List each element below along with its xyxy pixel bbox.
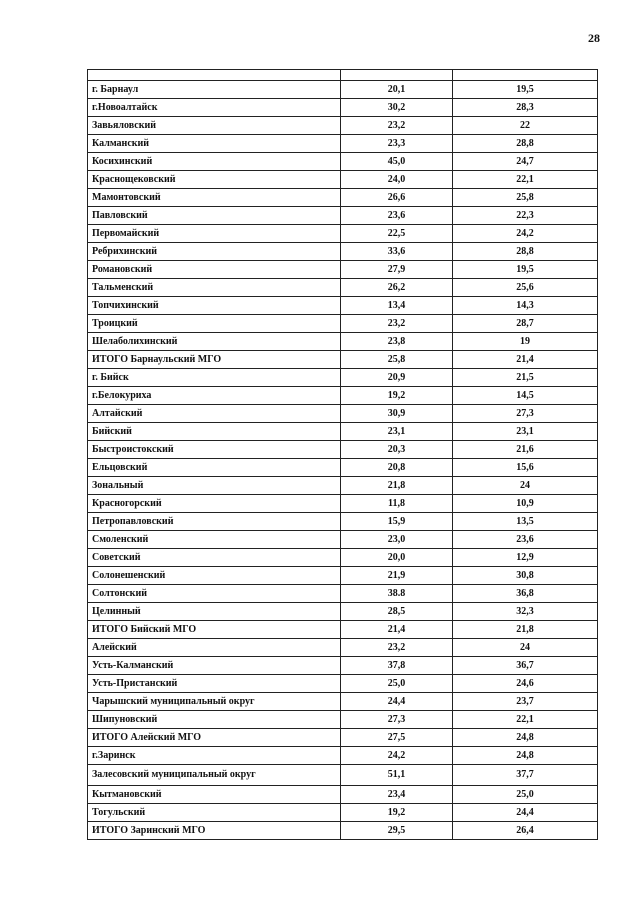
value-1-cell: 23,0 (341, 531, 453, 549)
table-row (88, 117, 598, 135)
value-2-cell: 25,8 (453, 189, 598, 207)
value-1-cell: 28,5 (341, 603, 453, 621)
value-2-cell: 24,7 (453, 153, 598, 171)
value-2-cell: 15,6 (453, 459, 598, 477)
table-row (88, 153, 598, 171)
district-name-cell: Калманский (88, 135, 341, 153)
value-2-cell: 22,1 (453, 711, 598, 729)
value-1-cell: 26,6 (341, 189, 453, 207)
table-row (88, 567, 598, 585)
district-name-cell: Усть-Пристанский (88, 675, 341, 693)
value-1-cell: 24,0 (341, 171, 453, 189)
district-name-cell: Залесовский муниципальный округ (88, 765, 341, 786)
district-name-cell: Первомайский (88, 225, 341, 243)
value-2-cell: 25,0 (453, 786, 598, 804)
table-row (88, 171, 598, 189)
district-name-cell: Тогульский (88, 804, 341, 822)
table-row (88, 297, 598, 315)
table-row (88, 243, 598, 261)
district-name-cell: Петропавловский (88, 513, 341, 531)
district-name-cell: г.Белокуриха (88, 387, 341, 405)
table-row (88, 711, 598, 729)
value-1-cell: 21,4 (341, 621, 453, 639)
table-row (88, 135, 598, 153)
table-row (88, 99, 598, 117)
value-2-cell: 24,8 (453, 729, 598, 747)
header-cell-value-2 (453, 70, 598, 81)
table-row (88, 207, 598, 225)
value-2-cell: 37,7 (453, 765, 598, 786)
value-1-cell: 33,6 (341, 243, 453, 261)
value-2-cell: 36,8 (453, 585, 598, 603)
value-2-cell: 22,3 (453, 207, 598, 225)
value-1-cell: 45,0 (341, 153, 453, 171)
district-name-cell: Ельцовский (88, 459, 341, 477)
value-1-cell: 25,0 (341, 675, 453, 693)
district-name-cell: Мамонтовский (88, 189, 341, 207)
value-1-cell: 26,2 (341, 279, 453, 297)
value-1-cell: 20,1 (341, 81, 453, 99)
district-name-cell: Солтонский (88, 585, 341, 603)
district-name-cell: Ребрихинский (88, 243, 341, 261)
table-row (88, 495, 598, 513)
district-name-cell: Советский (88, 549, 341, 567)
value-2-cell: 21,8 (453, 621, 598, 639)
district-name-cell: ИТОГО Бийский МГО (88, 621, 341, 639)
value-2-cell: 19 (453, 333, 598, 351)
district-name-cell: Усть-Калманский (88, 657, 341, 675)
table-row (88, 333, 598, 351)
district-name-cell: Павловский (88, 207, 341, 225)
value-2-cell: 19,5 (453, 261, 598, 279)
table-row (88, 387, 598, 405)
table-row (88, 747, 598, 765)
value-1-cell: 23,2 (341, 315, 453, 333)
table-row (88, 804, 598, 822)
value-1-cell: 13,4 (341, 297, 453, 315)
value-1-cell: 23,4 (341, 786, 453, 804)
district-name-cell: Быстроистокский (88, 441, 341, 459)
value-1-cell: 23,1 (341, 423, 453, 441)
value-1-cell: 29,5 (341, 822, 453, 840)
value-2-cell: 24,4 (453, 804, 598, 822)
table-row (88, 369, 598, 387)
district-name-cell: Троицкий (88, 315, 341, 333)
table-row (88, 225, 598, 243)
table-row (88, 459, 598, 477)
district-name-cell: Красногорский (88, 495, 341, 513)
value-2-cell: 36,7 (453, 657, 598, 675)
table-row (88, 693, 598, 711)
value-1-cell: 21,8 (341, 477, 453, 495)
value-2-cell: 13,5 (453, 513, 598, 531)
value-2-cell: 21,6 (453, 441, 598, 459)
value-2-cell: 26,4 (453, 822, 598, 840)
table-row (88, 315, 598, 333)
table-row (88, 261, 598, 279)
value-2-cell: 28,8 (453, 135, 598, 153)
value-2-cell: 21,4 (453, 351, 598, 369)
value-1-cell: 27,3 (341, 711, 453, 729)
value-1-cell: 23,3 (341, 135, 453, 153)
value-2-cell: 24 (453, 477, 598, 495)
table-row (88, 585, 598, 603)
value-1-cell: 19,2 (341, 387, 453, 405)
value-2-cell: 30,8 (453, 567, 598, 585)
district-name-cell: ИТОГО Алейский МГО (88, 729, 341, 747)
value-2-cell: 21,5 (453, 369, 598, 387)
value-1-cell: 30,2 (341, 99, 453, 117)
value-1-cell: 27,5 (341, 729, 453, 747)
district-name-cell: г.Новоалтайск (88, 99, 341, 117)
value-2-cell: 24,2 (453, 225, 598, 243)
district-name-cell: ИТОГО Барнаульский МГО (88, 351, 341, 369)
value-1-cell: 24,4 (341, 693, 453, 711)
value-2-cell: 22 (453, 117, 598, 135)
value-2-cell: 22,1 (453, 171, 598, 189)
value-1-cell: 23,2 (341, 639, 453, 657)
value-2-cell: 32,3 (453, 603, 598, 621)
table-row (88, 675, 598, 693)
header-cell-value-1 (341, 70, 453, 81)
value-2-cell: 14,5 (453, 387, 598, 405)
district-name-cell: Зональный (88, 477, 341, 495)
value-2-cell: 24,6 (453, 675, 598, 693)
value-1-cell: 19,2 (341, 804, 453, 822)
value-1-cell: 15,9 (341, 513, 453, 531)
value-2-cell: 27,3 (453, 405, 598, 423)
value-2-cell: 10,9 (453, 495, 598, 513)
table-header-row (88, 70, 598, 81)
value-2-cell: 23,6 (453, 531, 598, 549)
value-2-cell: 24,8 (453, 747, 598, 765)
value-1-cell: 37,8 (341, 657, 453, 675)
table-row (88, 786, 598, 804)
table-row (88, 822, 598, 840)
page-number: 28 (588, 31, 600, 45)
value-1-cell: 21,9 (341, 567, 453, 585)
district-name-cell: Краснощековский (88, 171, 341, 189)
district-name-cell: Шелаболихинский (88, 333, 341, 351)
district-name-cell: Тальменский (88, 279, 341, 297)
value-1-cell: 51,1 (341, 765, 453, 786)
value-2-cell: 28,3 (453, 99, 598, 117)
value-2-cell: 14,3 (453, 297, 598, 315)
value-1-cell: 20,3 (341, 441, 453, 459)
value-1-cell: 11,8 (341, 495, 453, 513)
district-name-cell: Алейский (88, 639, 341, 657)
table-row (88, 603, 598, 621)
table-row (88, 81, 598, 99)
table-row (88, 441, 598, 459)
value-1-cell: 20,0 (341, 549, 453, 567)
district-name-cell: Кытмановский (88, 786, 341, 804)
district-name-cell: Шипуновский (88, 711, 341, 729)
value-1-cell: 27,9 (341, 261, 453, 279)
district-name-cell: Солонешенский (88, 567, 341, 585)
table-row (88, 513, 598, 531)
district-name-cell: г.Заринск (88, 747, 341, 765)
district-name-cell: Бийский (88, 423, 341, 441)
table-row (88, 405, 598, 423)
value-2-cell: 25,6 (453, 279, 598, 297)
district-name-cell: Алтайский (88, 405, 341, 423)
value-2-cell: 28,8 (453, 243, 598, 261)
table-row (88, 765, 598, 786)
value-1-cell: 23,2 (341, 117, 453, 135)
district-name-cell: ИТОГО Заринский МГО (88, 822, 341, 840)
district-name-cell: Топчихинский (88, 297, 341, 315)
table-row (88, 477, 598, 495)
table-row (88, 621, 598, 639)
value-2-cell: 19,5 (453, 81, 598, 99)
value-2-cell: 23,1 (453, 423, 598, 441)
district-name-cell: г. Бийск (88, 369, 341, 387)
table-row (88, 531, 598, 549)
value-1-cell: 38.8 (341, 585, 453, 603)
district-name-cell: Романовский (88, 261, 341, 279)
table-row (88, 657, 598, 675)
table-row (88, 729, 598, 747)
value-1-cell: 30,9 (341, 405, 453, 423)
district-name-cell: г. Барнаул (88, 81, 341, 99)
value-2-cell: 24 (453, 639, 598, 657)
header-cell-name (88, 70, 341, 81)
table-row (88, 351, 598, 369)
table-row (88, 189, 598, 207)
value-1-cell: 23,6 (341, 207, 453, 225)
table-row (88, 423, 598, 441)
value-1-cell: 20,8 (341, 459, 453, 477)
value-1-cell: 24,2 (341, 747, 453, 765)
district-name-cell: Чарышский муниципальный округ (88, 693, 341, 711)
table-row (88, 549, 598, 567)
value-1-cell: 20,9 (341, 369, 453, 387)
value-2-cell: 12,9 (453, 549, 598, 567)
district-name-cell: Смоленский (88, 531, 341, 549)
table-row (88, 279, 598, 297)
value-2-cell: 23,7 (453, 693, 598, 711)
value-1-cell: 22,5 (341, 225, 453, 243)
district-name-cell: Косихинский (88, 153, 341, 171)
data-table (87, 69, 598, 840)
district-name-cell: Завьяловский (88, 117, 341, 135)
value-1-cell: 25,8 (341, 351, 453, 369)
value-1-cell: 23,8 (341, 333, 453, 351)
district-name-cell: Целинный (88, 603, 341, 621)
value-2-cell: 28,7 (453, 315, 598, 333)
table-row (88, 639, 598, 657)
